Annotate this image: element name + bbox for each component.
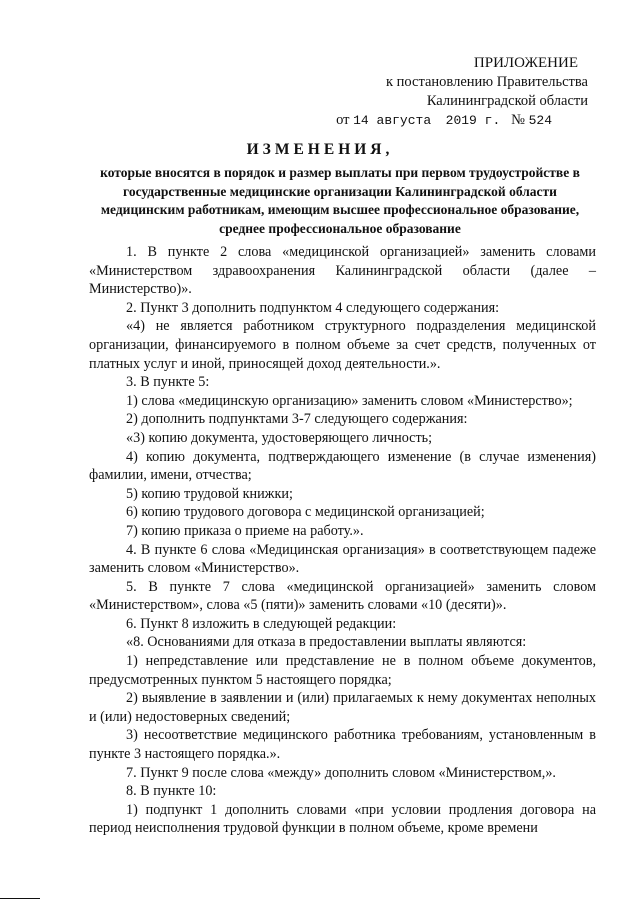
paragraph: 4. В пункте 6 слова «Медицинская организация» в соответствующем падеже заменить словом «Министерство». [89, 541, 596, 577]
paragraph: 5. В пункте 7 слова «медицинской организацией» заменить словом «Министерством», слова «5 (пяти)» заменить словами «10 (десяти)». [89, 578, 596, 614]
paragraph: 3. В пункте 5: [126, 374, 210, 391]
paragraph: 1) подпункт 1 дополнить словами «при условии продления договора на период неисполнения трудовой функции в полном объеме, кроме времени [89, 801, 596, 837]
paragraph: 2) дополнить подпунктами 3-7 следующего содержания: [126, 411, 468, 428]
date-year: 2019 г. [445, 113, 501, 128]
date-value: 14 августа [353, 113, 432, 128]
paragraph: 2) выявление в заявлении и (или) прилагаемых к нему документах неполных и (или) недостоверных сведений; [89, 690, 596, 725]
paragraph: «3) копию документа, удостоверяющего личность; [126, 429, 433, 446]
appendix-block [328, 54, 588, 130]
paragraph: 4) копию документа, подтверждающего изменение (в случае изменения) фамилии, имени, отчества; [89, 448, 596, 484]
paragraph: 7. Пункт 9 после слова «между» дополнить словом «Министерством,». [126, 764, 556, 781]
paragraph: 1) слова «медицинскую организацию» заменить словом «Министерство»; [126, 392, 573, 409]
paragraph: 5) копию трудовой книжки; [126, 485, 293, 502]
paragraph: 6) копию трудового договора с медицинской организацией; [126, 504, 485, 521]
paragraph: 7) копию приказа о приеме на работу.». [126, 522, 364, 539]
number-sign: № [511, 112, 525, 128]
document-number: 524 [528, 113, 552, 128]
bottom-rule [0, 898, 40, 899]
paragraph: 1. В пункте 2 слова «медицинской организацией» заменить словами «Министерством здравоохранения Калининградской области (далее – Министерство)». [89, 244, 596, 298]
appendix-line-1: к постановлению Правительства [386, 74, 588, 90]
paragraph: «4) не является работником структурного подразделения медицинской организации, финансируемого в полном объеме за счет средств, полученных от платных услуг и иной, приносящей доход деятельности.». [89, 318, 596, 372]
document-title: ИЗМЕНЕНИЯ, [246, 141, 394, 158]
appendix-title: ПРИЛОЖЕНИЕ [473, 55, 578, 71]
paragraph: 6. Пункт 8 изложить в следующей редакции: [126, 615, 397, 632]
document-body [89, 243, 596, 838]
paragraph: 3) несоответствие медицинского работника требованиям, установленным в пункте 3 настоящего порядка.». [89, 727, 596, 763]
paragraph: «8. Основаниями для отказа в предоставлении выплаты являются: [126, 634, 527, 651]
paragraph: 2. Пункт 3 дополнить подпунктом 4 следующего содержания: [126, 299, 500, 316]
paragraph: 1) непредставление или представление не в полном объеме документов, предусмотренных пунктом 5 настоящего порядка; [89, 653, 596, 688]
paragraph: 8. В пункте 10: [126, 783, 217, 800]
appendix-date-line [328, 111, 588, 130]
date-prefix: от [336, 112, 350, 128]
appendix-line-2: Калининградской области [426, 93, 588, 109]
document-subtitle: которые вносятся в порядок и размер выплаты при первом трудоустройстве в государственные медицинские организации Калининградской области медицинским работникам, имеющим высшее профессиональное образование, среднее профессиональное образование [100, 165, 580, 236]
